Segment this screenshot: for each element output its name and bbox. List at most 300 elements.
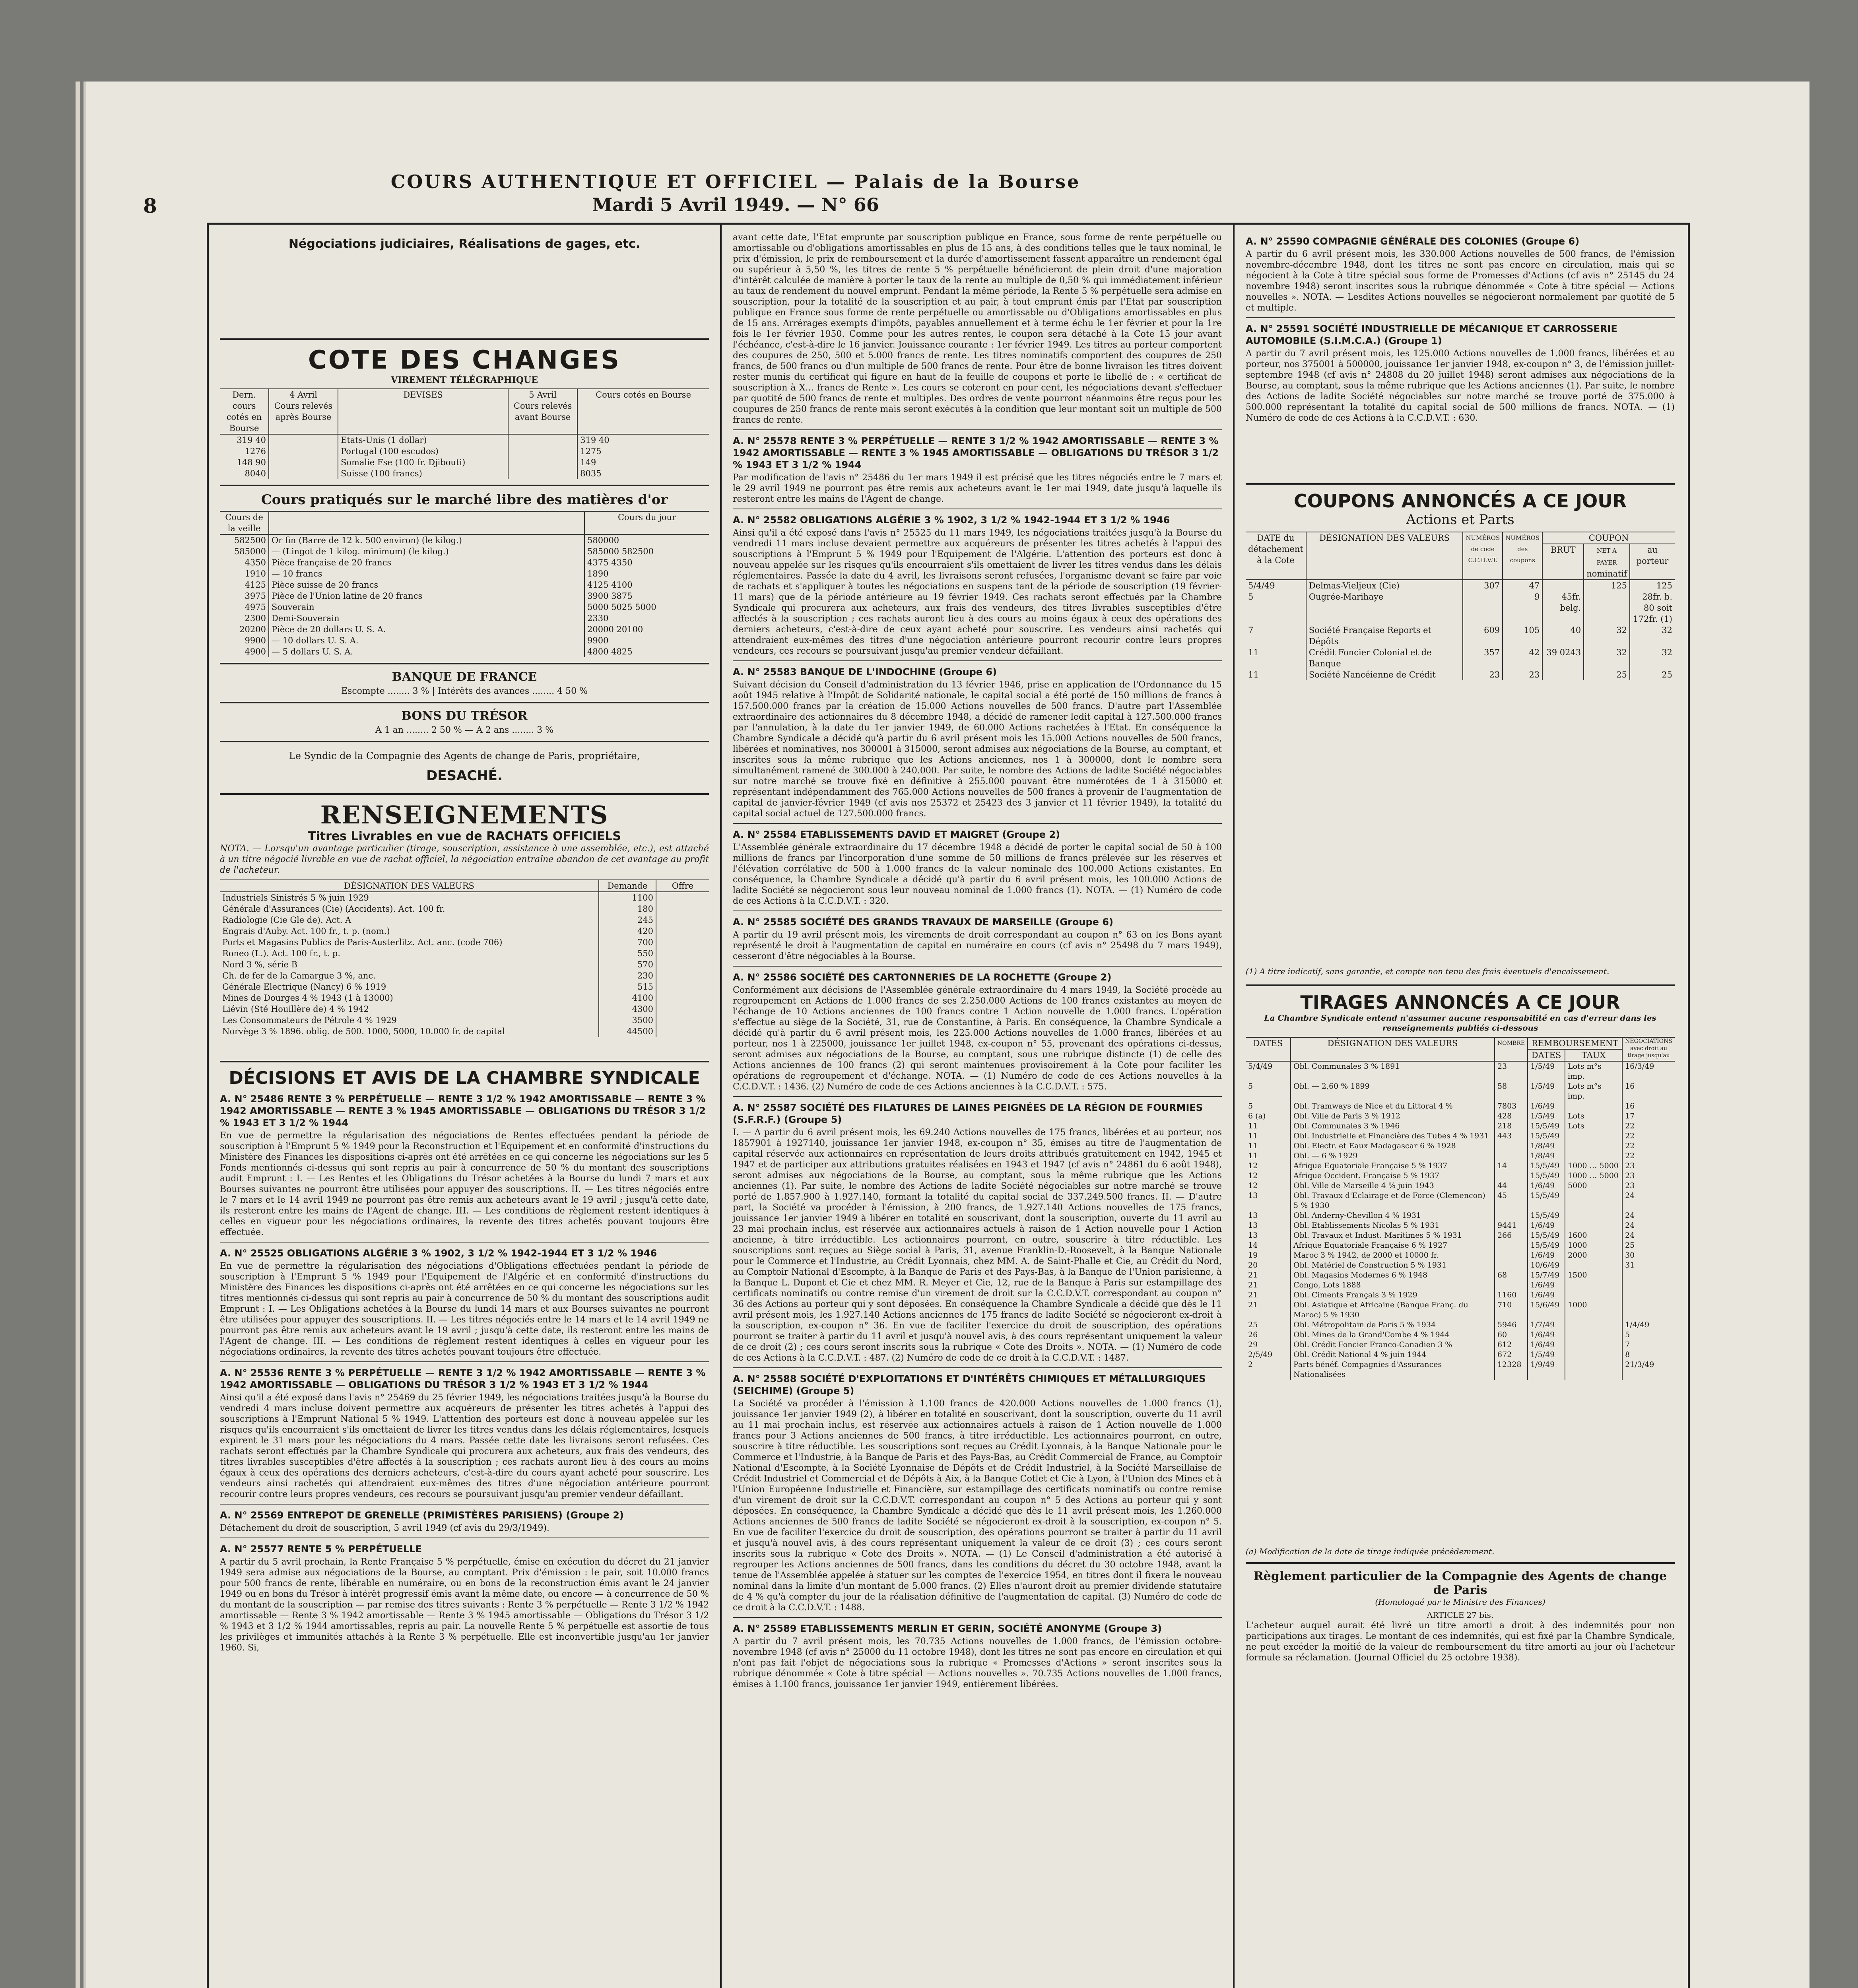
desc-cell: — 10 francs xyxy=(269,568,584,579)
divider xyxy=(220,663,709,664)
devise-cell: Portugal (100 escudos) xyxy=(338,446,508,457)
tirage-d-cell: 13 xyxy=(1248,1221,1258,1230)
veille-cell: 3975 xyxy=(245,591,266,601)
tirage-j-cell xyxy=(1622,1280,1675,1290)
divider xyxy=(1246,317,1675,318)
tg-col-dates: DATES xyxy=(1246,1037,1291,1061)
table-row xyxy=(220,948,709,959)
tirage-n-cell xyxy=(1495,1241,1528,1250)
tirage-rd-cell: 1/6/49 xyxy=(1528,1340,1565,1350)
divider xyxy=(733,1367,1222,1368)
table-row xyxy=(1246,1081,1675,1101)
rens-desc-cell: Roneo (L.). Act. 100 fr., t. p. xyxy=(222,949,340,958)
prev-cell: 8040 xyxy=(245,469,266,478)
reglement-subtitle: (Homologué par le Ministre des Finances) xyxy=(1375,1597,1545,1607)
empty-cell xyxy=(656,970,709,981)
coupon-des-cell: Société Nancéienne de Crédit xyxy=(1306,669,1463,680)
rens-desc-cell: Liévin (Sté Houillère de) 4 % 1942 xyxy=(222,1004,369,1014)
tirage-t-cell xyxy=(1565,1141,1622,1151)
tirage-rd-cell: 15/5/49 xyxy=(1528,1121,1565,1131)
tirage-j-cell: 23 xyxy=(1622,1181,1675,1191)
tirage-d-cell: 13 xyxy=(1248,1231,1258,1240)
tirage-rd-cell: 1/8/49 xyxy=(1528,1141,1565,1151)
prev-cell: 148 90 xyxy=(237,458,266,467)
tirage-d-cell: 2/5/49 xyxy=(1248,1350,1273,1359)
coupon-des-cell: Delmas-Vieljeux (Cie) xyxy=(1306,580,1463,591)
empty-cell xyxy=(656,1015,709,1026)
avis-heading: A. N° 25583 BANQUE DE L'INDOCHINE (Groupe 6) xyxy=(733,666,997,678)
tirage-rd-cell: 1/5/49 xyxy=(1528,1350,1565,1360)
rens-dem-cell: 420 xyxy=(599,926,656,937)
tirage-j-cell: 24 xyxy=(1622,1231,1675,1241)
tirage-des-cell: Parts bénéf. Compagnies d'Assurances Nationalisées xyxy=(1291,1360,1495,1380)
empty-cell xyxy=(656,959,709,970)
coupon-brut-cell: 40 xyxy=(1542,625,1584,647)
tirage-t-cell: 5000 xyxy=(1565,1181,1622,1191)
column-right xyxy=(1235,223,1686,1988)
coupons-rows xyxy=(1246,580,1675,680)
d2-label: 5 Avril xyxy=(529,390,557,400)
rens-dem-cell: 245 xyxy=(599,914,656,926)
desc-cell: — 5 dollars U. S. A. xyxy=(269,646,584,657)
tirage-j-cell: 17 xyxy=(1622,1111,1675,1121)
table-row xyxy=(1246,1111,1675,1121)
renseignements-title: RENSEIGNEMENTS xyxy=(320,800,609,829)
tirages-table xyxy=(1246,1037,1675,1380)
rens-dem-cell: 550 xyxy=(599,948,656,959)
tirage-j-cell: 25 xyxy=(1622,1241,1675,1250)
tirage-j-cell: 16/3/49 xyxy=(1622,1061,1675,1081)
jour-cell: 3900 3875 xyxy=(584,590,709,602)
tirage-rd-cell: 1/5/49 xyxy=(1528,1061,1565,1081)
table-row xyxy=(1246,1290,1675,1300)
divider xyxy=(220,741,709,742)
cp-col-num: NUMÉROS des coupons xyxy=(1503,532,1542,580)
tirage-d-cell: 2 xyxy=(1248,1360,1253,1369)
jour-cell: 580000 xyxy=(584,534,709,546)
jour-cell: 2330 xyxy=(584,613,709,624)
table-row xyxy=(1246,1181,1675,1191)
avis-heading: A. N° 25589 ETABLISSEMENTS MERLIN ET GERIN, SOCIÉTÉ ANONYME (Groupe 3) xyxy=(733,1623,1162,1634)
tirage-t-cell xyxy=(1565,1320,1622,1330)
tirage-n-cell xyxy=(1495,1171,1528,1181)
table-row xyxy=(1246,1320,1675,1330)
rens-table xyxy=(220,879,709,1037)
coupon-num-cell: 105 xyxy=(1503,625,1542,647)
cp-col-nom xyxy=(1584,544,1630,580)
table-row xyxy=(1246,1221,1675,1231)
devise-cell: Etats-Unis (1 dollar) xyxy=(338,434,508,446)
tirage-rd-cell: 1/9/49 xyxy=(1528,1360,1565,1380)
avis-text: La Société va procéder à l'émission à 1.100 francs de 420.000 Actions nouvelles de 1.000 francs (1), jouissance 1er janvier 1949 (2), à libérer en totalité en souscrivant, dont la souscription, ouverte du 11 avril au 11 mai prochain inclus, est réservée aux actionnaires actuels à raison de 1 Action nouvelle de 1.000 francs pour 3 Actions anciennes de 500 francs, à titre irréductible. Les actionnaires pourront, en outre, souscrire à titre réductible. Les souscriptions sont reçues au Crédit Lyonnais, à la Banque Nationale pour le Commerce et l'Industrie, à la Banque de Paris et des Pays-Bas, au Crédit Commercial de France, au Comptoir National d'Escompte, à la Société Lyonnaise de Dépôts et de Crédit Industriel, à la Société Marseillaise de Crédit Industriel et Commercial et de Dépôts à Aix, à la Banque Cotlet et Cie à Lyon, à l'Union des Mines et à l'Union Européenne Industrielle et Financière, sur estampillage des certificats nominatifs ou contre remise d'un virement de droit sur la C.C.D.V.T. correspondant au coupon n° 5 des Actions au porteur qui y sont déposées. En conséquence, la Chambre Syndicale a décidé que dès le 11 avril présent mois, les 1.260.000 Actions anciennes de 500 francs de ladite Société se négocieront ex-droit à la souscription, ex-coupon n° 5. En vue de faciliter l'exercice du droit de souscription, des opérations pourront se traiter à partir du 11 avril et jusqu'à nouvel avis, à des cours représentant uniquement la valeur de ce droit (3) ; ces cours seront inscrits sous la rubrique « Cote des Droits ». NOTA. — (1) Le Conseil d'administration a été autorisé à regrouper les Actions anciennes de 500 francs, dans les conditions du décret du 30 octobre 1948, avant la tenue de l'Assemblée appelée à statuer sur les comptes de l'exercice 1954, en titres dont il fixera le nouveau nominal dans la limite d'un montant de 5.000 francs. (2) Elles n'auront droit au premier dividende statutaire de 4 % qu'à compter du jour de la réalisation définitive de l'augmentation de capital. (3) Numéro de code de ce droit à la C.C.D.V.T. : 1488. xyxy=(733,1399,1222,1613)
avis-text: A partir du 6 avril présent mois, les 330.000 Actions nouvelles de 500 francs, de l'émission novembre-décembre 1948, dont les titres ne sont pas encore en circulation, mais qui se négocient à la Cote à titre spécial sous forme de Promesses d'Actions (cf avis n° 25145 du 24 novembre 1948) seront inscrites sous la rubrique dénommée « Cote à titre spécial — Actions nouvelles ». NOTA. — Lesdites Actions nouvelles se négocieront normalement par quotité de 5 et multiple. xyxy=(1246,249,1675,313)
tirage-des-cell: Afrique Equatoriale Française 5 % 1937 xyxy=(1291,1161,1495,1171)
rens-dem-cell: 1100 xyxy=(599,892,656,903)
desc-cell: Pièce suisse de 20 francs xyxy=(269,579,584,590)
divider xyxy=(220,702,709,703)
table-row xyxy=(1246,1191,1675,1211)
rens-desc-cell: Engrais d'Auby. Act. 100 fr., t. p. (nom.) xyxy=(222,926,390,936)
tirage-t-cell: 1000 xyxy=(1565,1300,1622,1320)
coupon-date-cell: 11 xyxy=(1248,670,1259,679)
table-row xyxy=(220,914,709,926)
divider xyxy=(733,660,1222,661)
tirage-des-cell: Obl. Crédit Foncier Franco-Canadien 3 % xyxy=(1291,1340,1495,1350)
table-row xyxy=(1246,1161,1675,1171)
page-number: 8 xyxy=(143,194,157,217)
bons-title: BONS DU TRÉSOR xyxy=(401,709,528,723)
coupon-brut-cell xyxy=(1542,580,1584,591)
rens-desc-cell: Nord 3 %, série B xyxy=(222,960,298,969)
veille-cell: 9900 xyxy=(245,636,266,645)
tirage-n-cell: 7803 xyxy=(1495,1101,1528,1111)
tirage-d-cell: 21 xyxy=(1248,1271,1258,1279)
prev-cell: 1276 xyxy=(245,447,266,456)
veille-cell: 582500 xyxy=(234,536,266,545)
table-row xyxy=(1246,1360,1675,1380)
empty-cell xyxy=(656,948,709,959)
tirage-t-cell xyxy=(1565,1191,1622,1211)
rens-col-dem: Demande xyxy=(599,880,656,892)
table-row xyxy=(220,1026,709,1037)
or-title: Cours pratiqués sur le marché libre des matières d'or xyxy=(261,492,668,508)
rens-desc-cell: Industriels Sinistrés 5 % juin 1929 xyxy=(222,893,369,903)
tirage-rd-cell: 1/6/49 xyxy=(1528,1181,1565,1191)
veille-cell: 4125 xyxy=(245,580,266,590)
table-row xyxy=(1246,1131,1675,1141)
table-row xyxy=(1246,580,1675,591)
table-row xyxy=(220,635,709,646)
page-title: COURS AUTHENTIQUE ET OFFICIEL — Palais de la Bourse xyxy=(390,171,1081,192)
table-row xyxy=(220,926,709,937)
empty-cell xyxy=(508,468,577,479)
tirage-t-cell xyxy=(1565,1151,1622,1161)
tirage-j-cell: 22 xyxy=(1622,1131,1675,1141)
tirage-n-cell: 443 xyxy=(1495,1131,1528,1141)
tirage-j-cell: 7 xyxy=(1622,1340,1675,1350)
tirage-t-cell: 1000 … 5000 xyxy=(1565,1161,1622,1171)
changes-title: COTE DES CHANGES xyxy=(308,346,621,375)
tirage-d-cell: 12 xyxy=(1248,1171,1258,1180)
rens-desc-cell: Les Consommateurs de Pétrole 4 % 1929 xyxy=(222,1015,397,1025)
tirage-j-cell: 16 xyxy=(1622,1101,1675,1111)
tirage-des-cell: Obl. Asiatique et Africaine (Banque Franç. du Maroc) 5 % 1930 xyxy=(1291,1300,1495,1320)
avis-text: Détachement du droit de souscription, 5 avril 1949 (cf avis du 29/3/1949). xyxy=(220,1523,549,1533)
desc-cell: Pièce de 20 dollars U. S. A. xyxy=(269,624,584,635)
avis-text: Suivant décision du Conseil d'administration du 13 février 1946, prise en application de l'Ordonnance du 15 août 1945 relative à l'Impôt de Solidarité nationale, le capital social a été porté de 150 millions de francs à 157.500.000 francs par la création de 15.000 Actions nouvelles de 500 francs. D'autre part l'Assemblée extraordinaire des actionnaires du 8 décembre 1948, a décidé de ramener ledit capital à 127.500.000 francs par l'annulation, à la date du 1er janvier 1949, de 60.000 Actions rachetées à l'Etat. En conséquence la Chambre Syndicale a décidé qu'à partir du 6 avril présent mois les 15.000 Actions nouvelles de 500 francs, libérées et nominatives, nos 300001 à 315000, seront admises aux négociations de la Bourse, au comptant, et inscrites sous la même rubrique que les Actions anciennes, nos 1 à 300000, dont le nombre sera simultanément ramené de 300.000 à 240.000. Par suite, le nombre des Actions de ladite Société négociables sur notre marché se trouve fixé en définitive à 255.000 pouvant être numérotées de 1 à 315000 et représentant indépendamment des 765.000 Actions nouvelles de 500 francs à provenir de l'augmentation de capital de janvier-février 1949 (cf avis nos 25372 et 25423 des 3 janvier et 11 février 1949), la totalité du capital social actuel de 127.500.000 francs. xyxy=(733,680,1222,819)
avis-text: Ainsi qu'il a été exposé dans l'avis n° 25469 du 25 février 1949, les négociations traitées jusqu'à la Bourse du vendredi 4 mars incluse doivent permettre aux acquéreurs de présenter les titres achetés à l'appui des souscriptions à l'Emprunt National 5 % 1949. L'attention des porteurs est donc à nouveau appelée sur les risques qu'ils encourraient s'ils omettaient de livrer les titres vendus dans les délais réglementaires, lesquels expirent le 31 mars pour les négociations du 4 mars. Passée cette date les livraisons seront refusées. Ces rachats seront effectués par la Chambre Syndicale qui procurera aux acheteurs, aux frais des vendeurs, des titres livrables susceptibles d'être affectés à la souscription ; ces rachats auront lieu à des cours au moins égaux à ceux des opérations des derniers acheteurs, c'est-à-dire du cours ayant acheté pour souscrire. Les vendeurs ainsi rachetés qui attendraient eux-mêmes des titres d'une négociation antérieure pourront recourir contre leurs propres vendeurs, ces recours se poursuivant jusqu'au premier vendeur défaillant. xyxy=(220,1393,709,1499)
tirage-d-cell: 13 xyxy=(1248,1211,1258,1220)
tirage-rd-cell: 15/5/49 xyxy=(1528,1241,1565,1250)
tirage-des-cell: Obl. Magasins Modernes 6 % 1948 xyxy=(1291,1270,1495,1280)
or-col-veille: Cours de la veille xyxy=(220,511,269,534)
veille-cell: 2300 xyxy=(245,613,266,623)
tirage-des-cell: Congo, Lots 1888 xyxy=(1291,1280,1495,1290)
empty-cell xyxy=(269,434,338,446)
tg-col-remb: REMBOURSEMENT xyxy=(1528,1037,1622,1049)
tirage-n-cell: 14 xyxy=(1495,1161,1528,1171)
tirage-des-cell: Obl. Etablissements Nicolas 5 % 1931 xyxy=(1291,1221,1495,1231)
rens-dem-cell: 3500 xyxy=(599,1015,656,1026)
empty-cell xyxy=(508,446,577,457)
desc-cell: — 10 dollars U. S. A. xyxy=(269,635,584,646)
divider xyxy=(220,793,709,795)
banque-line: Escompte ........ 3 % | Intérêts des avances ........ 4 50 % xyxy=(341,686,588,696)
cp-col-brut: BRUT xyxy=(1542,544,1584,580)
tirage-t-cell: 1600 xyxy=(1565,1231,1622,1241)
coupon-date-cell: 5 xyxy=(1248,592,1254,602)
tirage-rd-cell: 1/6/49 xyxy=(1528,1330,1565,1340)
tirage-rd-cell: 15/5/49 xyxy=(1528,1191,1565,1211)
veille-cell: 4975 xyxy=(245,602,266,612)
coupons-subtitle: Actions et Parts xyxy=(1406,512,1514,528)
tirage-n-cell xyxy=(1495,1151,1528,1161)
rens-dem-cell: 230 xyxy=(599,970,656,981)
or-col-jour: Cours du jour xyxy=(584,511,709,534)
syndic-line: Le Syndic de la Compagnie des Agents de change de Paris, propriétaire, xyxy=(289,750,640,761)
d1-label: 4 Avril xyxy=(289,390,317,400)
tirage-j-cell: 8 xyxy=(1622,1350,1675,1360)
tirage-rd-cell: 1/6/49 xyxy=(1528,1250,1565,1260)
tirage-j-cell xyxy=(1622,1290,1675,1300)
col-d2b: Cours cotés en Bourse xyxy=(577,389,709,434)
col-d1 xyxy=(269,389,338,434)
table-row xyxy=(220,903,709,914)
tirage-n-cell xyxy=(1495,1211,1528,1221)
table-row xyxy=(1246,1340,1675,1350)
divider xyxy=(733,1096,1222,1097)
table-row xyxy=(1246,1151,1675,1161)
avis-heading: A. N° 25590 COMPAGNIE GÉNÉRALE DES COLONIES (Groupe 6) xyxy=(1246,236,1580,247)
tirage-des-cell: Obl. Communales 3 % 1891 xyxy=(1291,1061,1495,1081)
cp-net-label: NET A PAYER xyxy=(1596,547,1617,566)
jour-cell: 5000 5025 5000 xyxy=(584,602,709,613)
rens-dem-cell: 44500 xyxy=(599,1026,656,1037)
tirage-des-cell: Afrique Occident. Française 5 % 1937 xyxy=(1291,1171,1495,1181)
rens-dem-cell: 4100 xyxy=(599,992,656,1004)
coupon-port-cell: 32 xyxy=(1630,647,1675,669)
table-row xyxy=(220,446,709,457)
divider xyxy=(1246,483,1675,485)
tirage-d-cell: 21 xyxy=(1248,1301,1258,1309)
tirage-n-cell: 218 xyxy=(1495,1121,1528,1131)
jour-cell: 1890 xyxy=(584,568,709,579)
tirage-d-cell: 12 xyxy=(1248,1161,1258,1170)
tirage-rd-cell: 15/6/49 xyxy=(1528,1300,1565,1320)
empty-cell xyxy=(656,1026,709,1037)
veille-cell: 4350 xyxy=(245,558,266,567)
tirage-t-cell: 1500 xyxy=(1565,1270,1622,1280)
avis-text: Par modification de l'avis n° 25486 du 1er mars 1949 il est précisé que les titres négociés entre le 7 mars et le 29 avril 1949 ne pourront pas être remis aux acheteurs avant le 1er mai 1949, date jusqu'à laquelle ils resteront entre les mains de l'Agent de change. xyxy=(733,473,1222,504)
empty-cell xyxy=(656,992,709,1004)
coupon-code-cell: 609 xyxy=(1463,625,1503,647)
tirage-t-cell xyxy=(1565,1211,1622,1221)
avis-heading: A. N° 25525 OBLIGATIONS ALGÉRIE 3 % 1902, 3 1/2 % 1942-1944 ET 3 1/2 % 1946 xyxy=(220,1248,657,1259)
rens-dem-cell: 700 xyxy=(599,937,656,948)
rens-col-off: Offre xyxy=(656,880,709,892)
negociations-heading: Négociations judiciaires, Réalisations de gages, etc. xyxy=(288,237,641,251)
rens-desc-cell: Mines de Dourges 4 % 1943 (1 à 13000) xyxy=(222,993,393,1003)
empty-cell xyxy=(269,446,338,457)
tg-col-neg: NÉGOCIATIONS avec droit au tirage jusqu'au xyxy=(1622,1037,1675,1061)
tirage-t-cell xyxy=(1565,1221,1622,1231)
tirage-n-cell: 1160 xyxy=(1495,1290,1528,1300)
empty-cell xyxy=(656,903,709,914)
tirage-j-cell xyxy=(1622,1300,1675,1320)
table-row xyxy=(220,602,709,613)
tirage-n-cell: 428 xyxy=(1495,1111,1528,1121)
page-edge xyxy=(76,82,80,1988)
tirage-j-cell: 24 xyxy=(1622,1211,1675,1221)
rens-rows xyxy=(220,892,709,1037)
table-row xyxy=(1246,1280,1675,1290)
rens-desc-cell: Radiologie (Cie Gle de). Act. A xyxy=(222,915,351,925)
table-row xyxy=(1246,1171,1675,1181)
table-row xyxy=(220,892,709,903)
tirage-j-cell: 5 xyxy=(1622,1330,1675,1340)
desc-cell: Pièce de l'Union latine de 20 francs xyxy=(269,590,584,602)
divider xyxy=(733,1617,1222,1618)
table-row xyxy=(1246,1211,1675,1221)
tirage-rd-cell: 1/6/49 xyxy=(1528,1290,1565,1300)
d2-sub-a: Cours relevés avant Bourse xyxy=(513,401,572,422)
syndic-name: DESACHÉ. xyxy=(426,768,503,784)
tirage-n-cell: 266 xyxy=(1495,1231,1528,1241)
table-row xyxy=(220,1015,709,1026)
avis-text: A partir du 5 avril prochain, la Rente Française 5 % perpétuelle, émise en exécution du décret du 21 janvier 1949 sera admise aux négociations de la Bourse, au comptant. Prix d'émission : le pair, soit 10.000 francs pour 500 francs de rente, libérable en numéraire, ou en bons de la reconstruction émis avant le 24 janvier 1949 ou en bons du Trésor à intérêt progressif émis avant la même date, ou encore — à concurrence de 50 % du montant de la souscription — par remise des titres suivants : Rente 3 % perpétuelle — Rente 3 1/2 % 1942 amortissable — Rente 3 % 1942 amortissable — Rente 3 % 1945 amortissable — Obligations du Trésor 3 1/2 % 1943 et 3 1/2 % 1944 amortissables, repris au pair. La nouvelle Rente 5 % perpétuelle est assortie de tous les privilèges et immunités attachés à la Rente 3 % perpétuelle. Elle est inconvertible jusqu'au 1er janvier 1960. Si, xyxy=(220,1557,709,1653)
tirage-t-cell xyxy=(1565,1290,1622,1300)
or-col-desc xyxy=(269,511,584,534)
table-row xyxy=(220,557,709,568)
tirage-n-cell: 672 xyxy=(1495,1350,1528,1360)
tirage-j-cell: 31 xyxy=(1622,1260,1675,1270)
tirage-des-cell: Obl. Anderny-Chevillon 4 % 1931 xyxy=(1291,1211,1495,1221)
tirage-des-cell: Obl. Communales 3 % 1946 xyxy=(1291,1121,1495,1131)
veille-cell: 4900 xyxy=(245,647,266,656)
tirage-des-cell: Obl. Travaux d'Eclairage et de Force (Clemencon) 5 % 1930 xyxy=(1291,1191,1495,1211)
veille-cell: 585000 xyxy=(234,547,266,556)
col2-avis-list xyxy=(733,232,1222,1690)
tirage-j-cell: 21/3/49 xyxy=(1622,1360,1675,1380)
veille-cell: 20200 xyxy=(239,625,266,634)
tirage-t-cell xyxy=(1565,1340,1622,1350)
table-row xyxy=(220,937,709,948)
tirage-d-cell: 25 xyxy=(1248,1320,1258,1329)
empty-cell xyxy=(508,434,577,446)
table-row xyxy=(220,970,709,981)
avis-heading: A. N° 25569 ENTREPOT DE GRENELLE (PRIMISTÈRES PARISIENS) (Groupe 2) xyxy=(220,1510,624,1521)
table-row xyxy=(1246,591,1675,625)
tirage-t-cell: 2000 xyxy=(1565,1250,1622,1260)
tirage-rd-cell: 15/5/49 xyxy=(1528,1171,1565,1181)
table-row xyxy=(1246,1300,1675,1320)
table-row xyxy=(220,590,709,602)
col1-avis-list xyxy=(220,1093,709,1653)
tirage-d-cell: 11 xyxy=(1248,1151,1258,1160)
coupon-nom-cell: 125 xyxy=(1584,580,1630,591)
tirage-j-cell xyxy=(1622,1270,1675,1280)
col3-avis-list xyxy=(1246,235,1675,423)
rens-desc-cell: Ch. de fer de la Camargue 3 %, anc. xyxy=(222,971,376,980)
tirage-des-cell: Obl. Crédit National 4 % juin 1944 xyxy=(1291,1350,1495,1360)
coupon-brut-cell: 39 0243 xyxy=(1542,647,1584,669)
tirage-d-cell: 11 xyxy=(1248,1132,1258,1140)
tirage-d-cell: 26 xyxy=(1248,1330,1258,1339)
avis-heading: A. N° 25584 ETABLISSEMENTS DAVID ET MAIGRET (Groupe 2) xyxy=(733,829,1060,840)
coupon-nom-cell xyxy=(1584,591,1630,625)
cours-cell: 8035 xyxy=(577,468,709,479)
table-row xyxy=(1246,1260,1675,1270)
tirage-des-cell: Obl. — 2,60 % 1899 xyxy=(1291,1081,1495,1101)
empty-cell xyxy=(656,926,709,937)
coupon-nom-cell: 32 xyxy=(1584,647,1630,669)
coupon-date-cell: 11 xyxy=(1248,648,1259,657)
tirage-des-cell: Obl. Electr. et Eaux Madagascar 6 % 1928 xyxy=(1291,1141,1495,1151)
rens-dem-cell: 180 xyxy=(599,903,656,914)
coupons-note: (1) A titre indicatif, sans garantie, et compte non tenu des frais éventuels d'encaissement. xyxy=(1246,967,1609,976)
coupon-num-cell: 47 xyxy=(1503,580,1542,591)
desc-cell: Demi-Souverain xyxy=(269,613,584,624)
rens-desc-cell: Norvège 3 % 1896. oblig. de 500. 1000, 5000, 10.000 fr. de capital xyxy=(222,1027,505,1036)
tirage-n-cell: 60 xyxy=(1495,1330,1528,1340)
tirage-des-cell: Obl. Mines de la Grand'Combe 4 % 1944 xyxy=(1291,1330,1495,1340)
tirage-n-cell: 612 xyxy=(1495,1340,1528,1350)
table-row xyxy=(1246,1141,1675,1151)
avis-text: A partir du 7 avril présent mois, les 70.735 Actions nouvelles de 1.000 francs, de l'émission octobre-novembre 1948 (cf avis n° 25000 du 11 octobre 1948), dont les titres ne sont pas encore en circulation et qui n'ont pas fait l'objet de négociations sous la rubrique « Promesses d'Actions » seront inscrites sous la rubrique dénommée « Cote à titre spécial — Actions nouvelles ». 70.735 Actions nouvelles de 1.000 francs, émises à 1.100 francs, jouissance 1er janvier 1949, entièrement libérées. xyxy=(733,1637,1222,1689)
column-left xyxy=(209,223,722,1988)
table-row xyxy=(220,434,709,446)
tirage-n-cell xyxy=(1495,1280,1528,1290)
coupons-table xyxy=(1246,532,1675,680)
col-prev: Dern. cours cotés en Bourse xyxy=(220,389,269,434)
cp-nom-label: nominatif xyxy=(1586,569,1627,579)
coupon-port-cell: 25 xyxy=(1630,669,1675,680)
cp-col-port: au porteur xyxy=(1630,544,1675,580)
desc-cell: Souverain xyxy=(269,602,584,613)
table-row xyxy=(220,624,709,635)
tirage-n-cell: 12328 xyxy=(1495,1360,1528,1380)
empty-cell xyxy=(269,468,338,479)
tirage-d-cell: 11 xyxy=(1248,1142,1258,1150)
tirage-j-cell: 23 xyxy=(1622,1171,1675,1181)
tirage-t-cell xyxy=(1565,1131,1622,1141)
avis-text: I. — A partir du 6 avril présent mois, les 69.240 Actions nouvelles de 175 francs, libérées et au porteur, nos 1857901 à 1927140, jouissance 1er janvier 1948, ex-coupon n° 35, émises au titre de l'augmentation de capital réservée aux actionnaires en représentation de leurs droits attribués gratuitement en 1942, 1945 et 1947 et de participer aux attributions gratuites réalisées en 1943 et 1947 (cf avis n° 24861 du 6 août 1948), seront admises aux négociations de la Bourse, au comptant, sous la même rubrique que les Actions anciennes (1). Par suite, le nombre des Actions de ladite Société négociables sur notre marché se trouve porté de 1.857.900 à 1.927.140, formant la totalité du capital social de 337.249.500 francs. II. — D'autre part, la Société va procéder à l'émission, à 200 francs, de 1.927.140 Actions nouvelles de 175 francs, jouissance 1er janvier 1949 à libérer en totalité en souscrivant, dont la souscription, ouverte du 11 avril au 23 mai prochain inclus, est réservée aux actionnaires actuels à raison de 1 Action nouvelle pour 1 Action ancienne, à titre irréductible. Les actionnaires pourront, en outre, souscrire à titre réductible. Les souscriptions sont reçues au Siège social à Paris, 31, avenue Franklin-D.-Roosevelt, à la Banque Nationale pour le Commerce et l'Industrie, au Crédit Lyonnais, chez MM. A. de Saint-Phalle et Cie, au Crédit du Nord, au Comptoir National d'Escompte, à la Banque de Paris et des Pays-Bas, à la Banque de l'Union parisienne, à la Banque L. Dupont et Cie et chez MM. R. Meyer et Cie, 12, rue de la Banque à Paris sur estampillage des certificats nominatifs ou contre remise d'un virement de droit sur la C.C.D.V.T. correspondant au coupon n° 36 des Actions au porteur qui y sont déposées. En conséquence la Chambre Syndicale a décidé que dès le 11 avril présent mois, les 1.927.140 Actions anciennes de 175 francs de ladite Société se négocieront ex-droit à la souscription, ex-coupon n° 36. En vue de faciliter l'exercice du droit de souscription, des opérations pourront se traiter à partir du 11 avril et jusqu'à nouvel avis, à des cours représentant uniquement la valeur de ce droit (2) ; ces cours seront inscrits sous la rubrique « Cote des Droits ». NOTA. — (1) Numéro de code de ces Actions à la C.C.D.V.T. : 487. (2) Numéro de code de ce droit à la C.C.D.V.T. : 1487. xyxy=(733,1128,1222,1363)
tirage-n-cell xyxy=(1495,1260,1528,1270)
empty-cell xyxy=(656,937,709,948)
cours-cell: 149 xyxy=(577,457,709,468)
coupon-code-cell xyxy=(1463,591,1503,625)
table-row xyxy=(1246,647,1675,669)
tirage-rd-cell: 1/5/49 xyxy=(1528,1111,1565,1121)
avis-heading: A. N° 25591 SOCIÉTÉ INDUSTRIELLE DE MÉCANIQUE ET CARROSSERIE AUTOMOBILE (S.I.M.C.A.) (Groupe 1) xyxy=(1246,323,1617,346)
tirage-d-cell: 13 xyxy=(1248,1191,1258,1200)
d1-sub: Cours relevés après Bourse xyxy=(274,401,333,422)
table-row xyxy=(1246,669,1675,680)
tirage-t-cell: Lots xyxy=(1565,1121,1622,1131)
table-row xyxy=(220,468,709,479)
issue-date: Mardi 5 Avril 1949. — N° 66 xyxy=(592,194,879,215)
avis-heading: A. N° 25586 SOCIÉTÉ DES CARTONNERIES DE LA ROCHETTE (Groupe 2) xyxy=(733,972,1112,983)
tirage-n-cell: 5946 xyxy=(1495,1320,1528,1330)
avis-text: En vue de permettre la régularisation des négociations d'Obligations effectuées pendant la période de souscription à l'Emprunt 5 % 1949 pour l'Equipement de l'Algérie et en conformité d'instructions du Ministère des Finances les dispositions ci-après ont été arrêtées en ce qui concerne les négociations sur les titres mentionnés ci-dessus qui sont repris au pair à concurrence de 50 % du montant des souscriptions audit Emprunt : I. — Les Obligations achetées à la Bourse du lundi 14 mars et aux Bourses suivantes ne pourront être utilisées pour appuyer des souscriptions. II. — Les titres négociés entre le 14 mars et le 14 avril 1949 ne pourront pas être remis aux acheteurs avant le 19 avril ; jusqu'à cette date, ils resteront entre les mains de l'Agent de change. III. — Les conditions de règlement restent identiques à celles en vigueur pour les négociations ordinaires, la revente des titres achetés pouvant toujours être effectuée. xyxy=(220,1261,709,1357)
coupon-brut-cell xyxy=(1542,669,1584,680)
veille-cell: 1910 xyxy=(245,569,266,579)
table-row xyxy=(220,534,709,546)
tirage-des-cell: Obl. — 6 % 1929 xyxy=(1291,1151,1495,1161)
tirage-des-cell: Obl. Ville de Paris 3 % 1912 xyxy=(1291,1111,1495,1121)
tirage-des-cell: Maroc 3 % 1942, de 2000 et 10000 fr. xyxy=(1291,1250,1495,1260)
tirage-d-cell: 14 xyxy=(1248,1241,1258,1250)
